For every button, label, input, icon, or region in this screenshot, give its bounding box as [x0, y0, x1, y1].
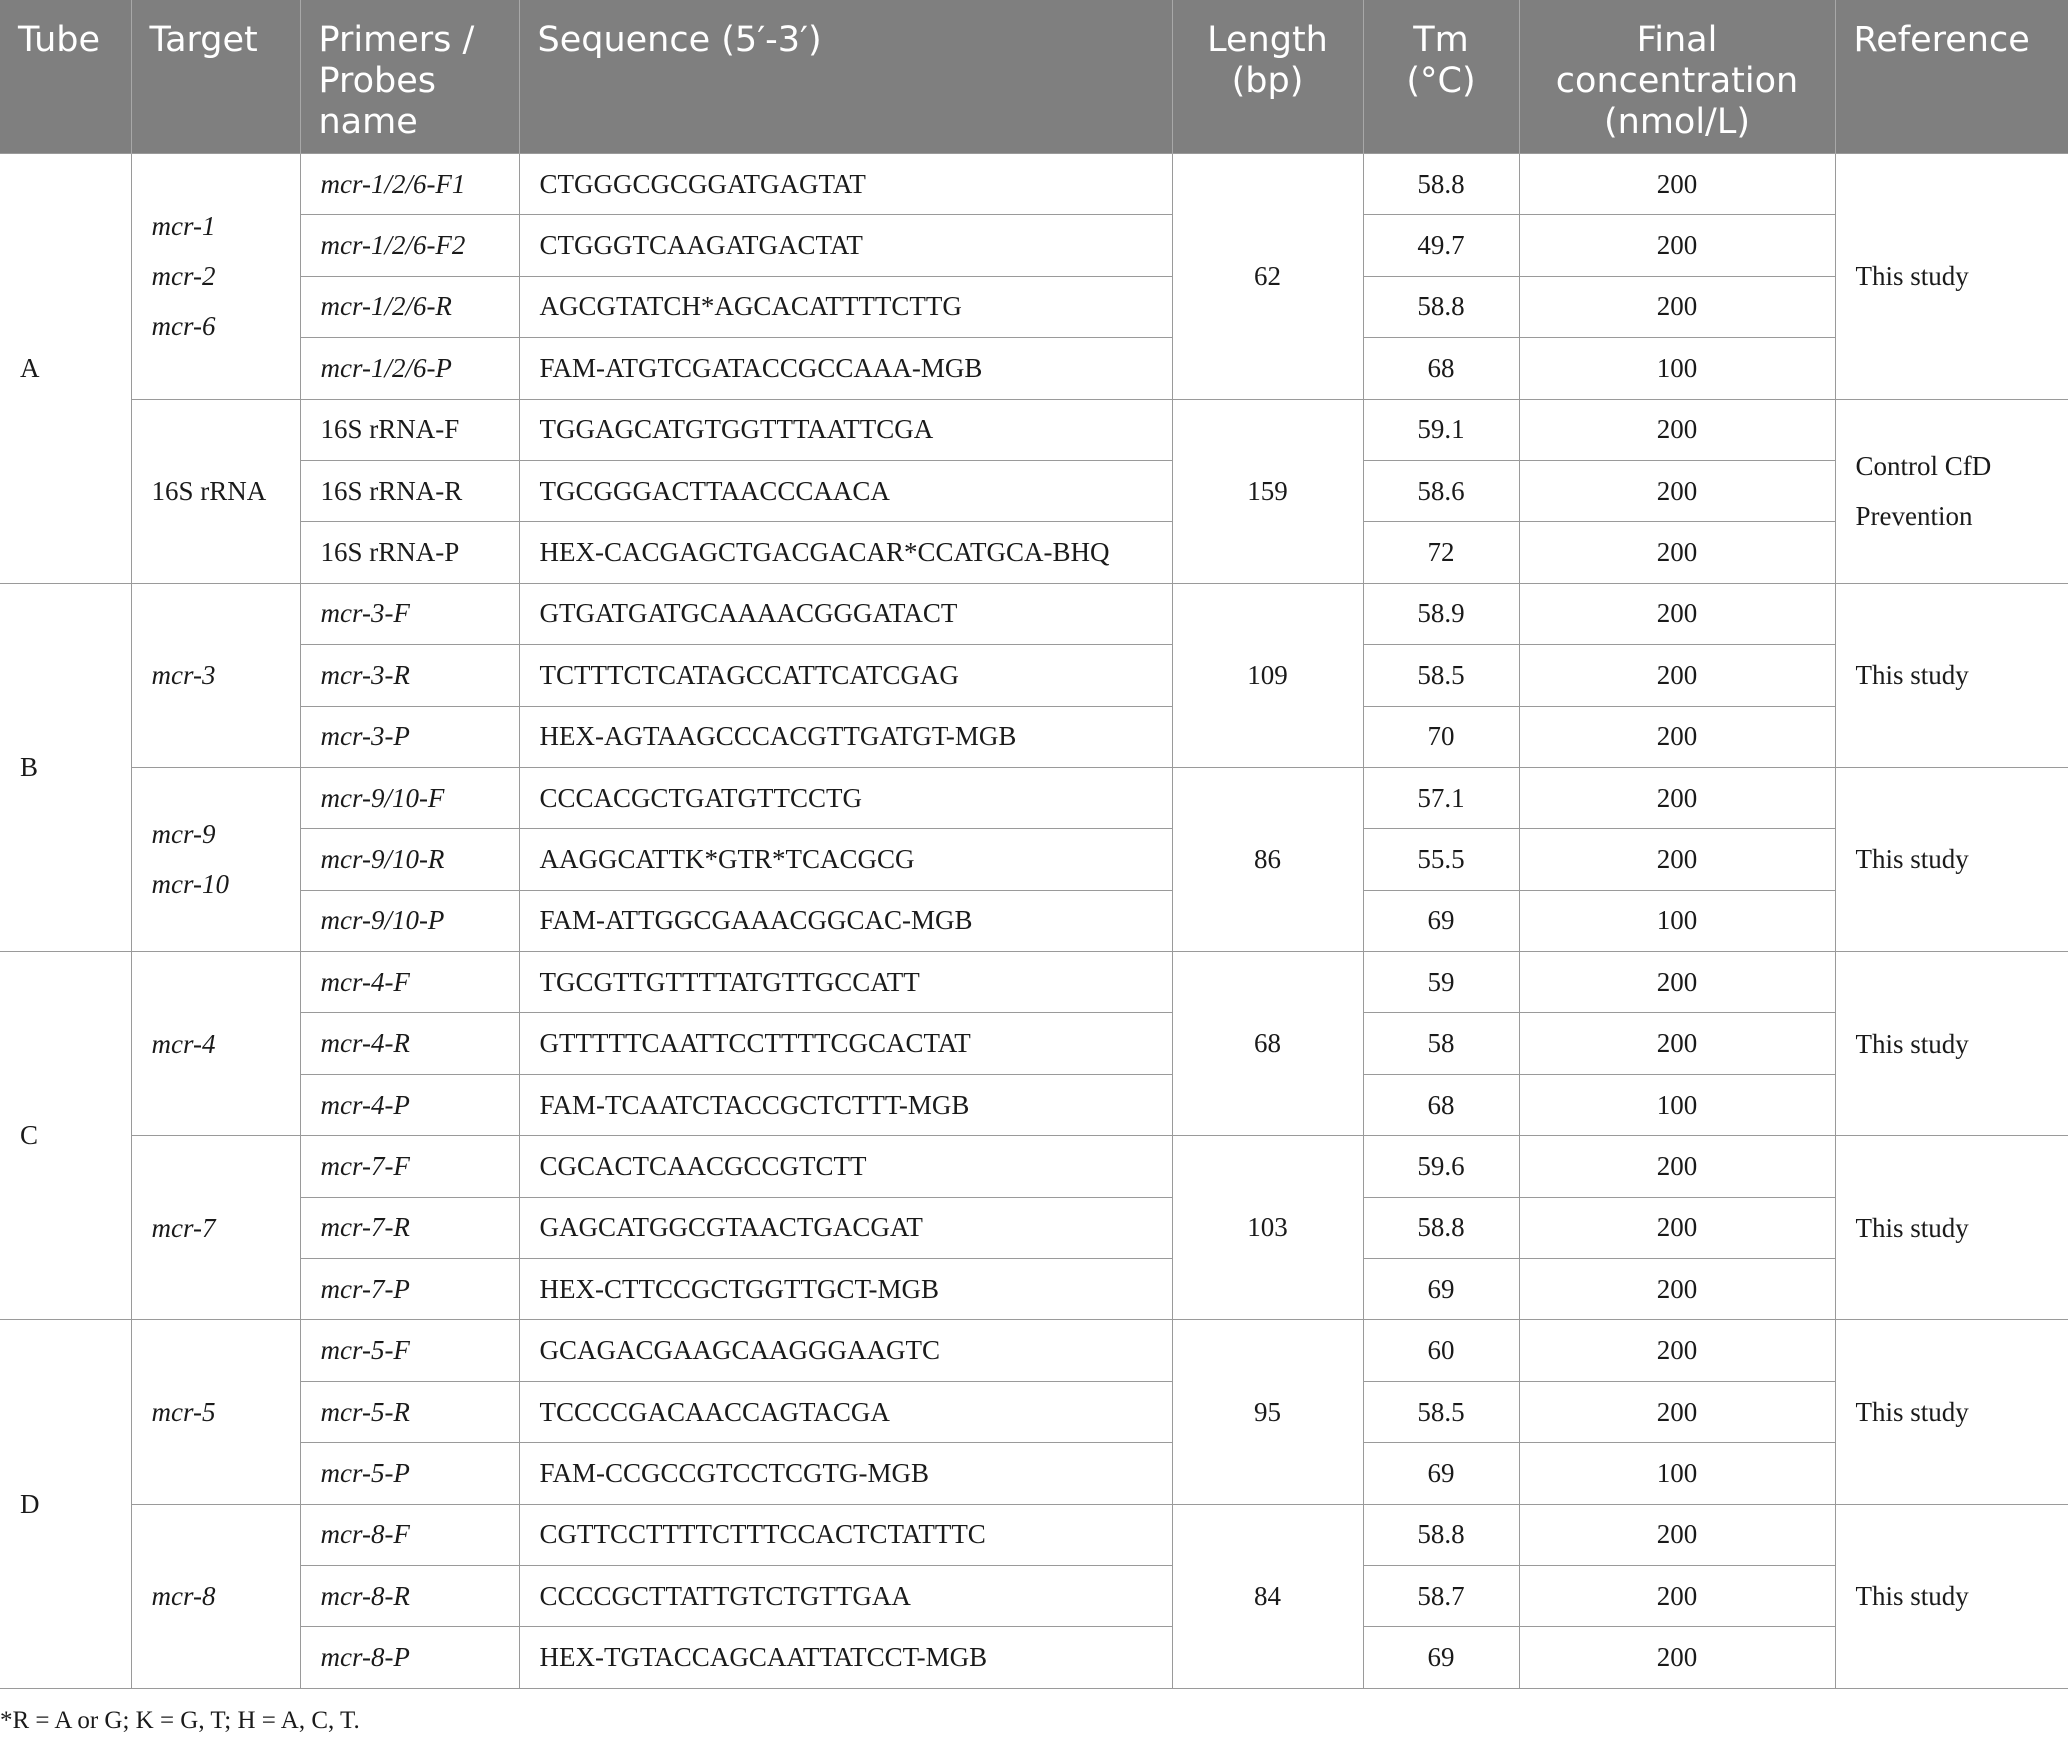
target-label: mcr-9 — [151, 819, 216, 850]
reference-cell — [1835, 583, 2068, 767]
tube-cell: D — [0, 1320, 131, 1688]
target-cell — [131, 1504, 300, 1688]
sequence-cell: CGCACTCAACGCCGTCTT — [519, 1136, 1172, 1197]
primer-name-cell: mcr-3-R — [300, 645, 519, 706]
tube-cell: C — [0, 952, 131, 1320]
length-cell: 84 — [1172, 1504, 1363, 1688]
sequence-cell: FAM-ATGTCGATACCGCCAAA-MGB — [519, 338, 1172, 399]
concentration-cell: 200 — [1519, 1136, 1835, 1197]
concentration-cell: 200 — [1519, 1259, 1835, 1320]
target-label: mcr-4 — [151, 1028, 216, 1059]
concentration-cell: 200 — [1519, 1013, 1835, 1074]
primer-name-cell: mcr-4-R — [300, 1013, 519, 1074]
tm-cell: 58.8 — [1363, 276, 1519, 337]
tm-cell: 58.7 — [1363, 1565, 1519, 1626]
header-reference: Reference — [1835, 0, 2068, 154]
concentration-cell: 200 — [1519, 1320, 1835, 1381]
primer-name-cell: mcr-7-R — [300, 1197, 519, 1258]
primer-name-cell: mcr-9/10-F — [300, 767, 519, 828]
tm-cell: 58.8 — [1363, 1197, 1519, 1258]
sequence-cell: CGTTCCTTTTCTTTCCACTCTATTTC — [519, 1504, 1172, 1565]
sequence-cell: FAM-CCGCCGTCCTCGTG-MGB — [519, 1443, 1172, 1504]
header-name: Primers / Probes name — [300, 0, 519, 154]
tube-cell: B — [0, 583, 131, 951]
sequence-cell: GAGCATGGCGTAACTGACGAT — [519, 1197, 1172, 1258]
table-row — [0, 1259, 2068, 1320]
table-row — [0, 952, 2068, 1013]
target-cell — [131, 1136, 300, 1320]
sequence-cell: GTTTTTCAATTCCTTTTCGCACTAT — [519, 1013, 1172, 1074]
target-label: mcr-3 — [151, 660, 216, 691]
length-cell: 103 — [1172, 1136, 1363, 1320]
reference-cell — [1835, 767, 2068, 951]
tm-cell: 72 — [1363, 522, 1519, 583]
tm-cell: 58 — [1363, 1013, 1519, 1074]
footnote: *R = A or G; K = G, T; H = A, C, T. — [0, 1707, 360, 1734]
tm-cell: 68 — [1363, 338, 1519, 399]
header-tube: Tube — [0, 0, 131, 154]
concentration-cell: 200 — [1519, 154, 1835, 215]
concentration-cell: 100 — [1519, 1074, 1835, 1135]
tm-cell: 69 — [1363, 890, 1519, 951]
primer-name-cell: mcr-5-P — [300, 1443, 519, 1504]
sequence-cell: HEX-CACGAGCTGACGACAR*CCATGCA-BHQ — [519, 522, 1172, 583]
concentration-cell: 200 — [1519, 399, 1835, 460]
table-row — [0, 154, 2068, 215]
tm-cell: 69 — [1363, 1443, 1519, 1504]
target-label: 16S rRNA — [151, 476, 267, 507]
concentration-cell: 200 — [1519, 1627, 1835, 1688]
concentration-cell: 200 — [1519, 829, 1835, 890]
header-length: Length (bp) — [1172, 0, 1363, 154]
reference-cell — [1835, 1136, 2068, 1320]
tm-cell: 55.5 — [1363, 829, 1519, 890]
header-tm: Tm (°C) — [1363, 0, 1519, 154]
primer-name-cell: mcr-9/10-P — [300, 890, 519, 951]
table-row — [0, 1074, 2068, 1135]
table-body — [0, 154, 2068, 1689]
reference-label: Prevention — [1855, 501, 1973, 532]
tube-cell: A — [0, 154, 131, 584]
table-row — [0, 399, 2068, 460]
sequence-cell: TCCCCGACAACCAGTACGA — [519, 1381, 1172, 1442]
table-row — [0, 1565, 2068, 1626]
primer-name-cell: mcr-3-P — [300, 706, 519, 767]
tm-cell: 57.1 — [1363, 767, 1519, 828]
primer-name-cell: 16S rRNA-F — [300, 399, 519, 460]
reference-cell — [1835, 154, 2068, 400]
concentration-cell: 200 — [1519, 767, 1835, 828]
primer-name-cell: mcr-7-F — [300, 1136, 519, 1197]
sequence-cell: GCAGACGAAGCAAGGGAAGTC — [519, 1320, 1172, 1381]
reference-label: This study — [1855, 1212, 1969, 1243]
table-row — [0, 460, 2068, 521]
tm-cell: 59.6 — [1363, 1136, 1519, 1197]
concentration-cell: 200 — [1519, 1504, 1835, 1565]
length-cell: 86 — [1172, 767, 1363, 951]
header-row — [0, 0, 2068, 154]
tm-cell: 70 — [1363, 706, 1519, 767]
table-row — [0, 276, 2068, 337]
length-cell: 62 — [1172, 154, 1363, 400]
primer-name-cell: mcr-3-F — [300, 583, 519, 644]
reference-cell — [1835, 1504, 2068, 1688]
primer-name-cell: mcr-9/10-R — [300, 829, 519, 890]
table-row — [0, 1504, 2068, 1565]
sequence-cell: CTGGGTCAAGATGACTAT — [519, 215, 1172, 276]
primer-name-cell: mcr-1/2/6-F1 — [300, 154, 519, 215]
table-row — [0, 1381, 2068, 1442]
concentration-cell: 200 — [1519, 952, 1835, 1013]
tm-cell: 58.8 — [1363, 1504, 1519, 1565]
target-label: mcr-2 — [151, 261, 216, 292]
tm-cell: 58.9 — [1363, 583, 1519, 644]
header-concentration: Final concentration (nmol/L) — [1519, 0, 1835, 154]
reference-label: This study — [1855, 261, 1969, 292]
tm-cell: 58.8 — [1363, 154, 1519, 215]
table-row — [0, 1443, 2068, 1504]
sequence-cell: AGCGTATCH*AGCACATTTTCTTG — [519, 276, 1172, 337]
sequence-cell: GTGATGATGCAAAACGGGATACT — [519, 583, 1172, 644]
concentration-cell: 200 — [1519, 1197, 1835, 1258]
reference-label: This study — [1855, 844, 1969, 875]
sequence-cell: CCCACGCTGATGTTCCTG — [519, 767, 1172, 828]
tm-cell: 68 — [1363, 1074, 1519, 1135]
length-cell: 68 — [1172, 952, 1363, 1136]
length-cell: 95 — [1172, 1320, 1363, 1504]
sequence-cell: TGGAGCATGTGGTTTAATTCGA — [519, 399, 1172, 460]
target-label: mcr-5 — [151, 1397, 216, 1427]
tm-cell: 69 — [1363, 1259, 1519, 1320]
reference-cell — [1835, 952, 2068, 1136]
target-cell — [131, 767, 300, 951]
tm-cell: 60 — [1363, 1320, 1519, 1381]
table-row — [0, 1627, 2068, 1688]
target-cell — [131, 952, 300, 1136]
primer-name-cell: mcr-5-F — [300, 1320, 519, 1381]
primer-name-cell: 16S rRNA-R — [300, 460, 519, 521]
header-target: Target — [131, 0, 300, 154]
reference-label: This study — [1855, 660, 1969, 691]
table-row — [0, 1013, 2068, 1074]
reference-label: Control CfD — [1855, 451, 1992, 482]
primer-name-cell: mcr-4-F — [300, 952, 519, 1013]
primer-name-cell: mcr-5-R — [300, 1381, 519, 1442]
sequence-cell: AAGGCATTK*GTR*TCACGCG — [519, 829, 1172, 890]
reference-cell — [1835, 399, 2068, 583]
primer-name-cell: mcr-4-P — [300, 1074, 519, 1135]
reference-cell — [1835, 1320, 2068, 1504]
concentration-cell: 200 — [1519, 706, 1835, 767]
length-cell: 109 — [1172, 583, 1363, 767]
target-cell — [131, 583, 300, 767]
table-row — [0, 1320, 2068, 1381]
sequence-cell: HEX-AGTAAGCCCACGTTGATGT-MGB — [519, 706, 1172, 767]
sequence-cell: CCCCGCTTATTGTCTGTTGAA — [519, 1565, 1172, 1626]
concentration-cell: 100 — [1519, 890, 1835, 951]
tm-cell: 58.5 — [1363, 1381, 1519, 1442]
table-row — [0, 1136, 2068, 1197]
target-label: mcr-1 — [151, 211, 216, 242]
concentration-cell: 200 — [1519, 1381, 1835, 1442]
concentration-cell: 200 — [1519, 215, 1835, 276]
concentration-cell: 200 — [1519, 522, 1835, 583]
reference-label: This study — [1855, 1397, 1969, 1427]
table-row — [0, 829, 2068, 890]
table-row — [0, 583, 2068, 644]
sequence-cell: HEX-TGTACCAGCAATTATCCT-MGB — [519, 1627, 1172, 1688]
table-row — [0, 767, 2068, 828]
target-cell — [131, 154, 300, 400]
table-row — [0, 706, 2068, 767]
sequence-cell: TCTTTCTCATAGCCATTCATCGAG — [519, 645, 1172, 706]
table-row — [0, 1197, 2068, 1258]
header-sequence: Sequence (5′-3′) — [519, 0, 1172, 154]
sequence-cell: FAM-TCAATCTACCGCTCTTT-MGB — [519, 1074, 1172, 1135]
table-row — [0, 645, 2068, 706]
sequence-cell: TGCGTTGTTTTATGTTGCCATT — [519, 952, 1172, 1013]
tm-cell: 49.7 — [1363, 215, 1519, 276]
primer-name-cell: mcr-1/2/6-P — [300, 338, 519, 399]
sequence-cell: TGCGGGACTTAACCCAACA — [519, 460, 1172, 521]
concentration-cell: 100 — [1519, 338, 1835, 399]
sequence-cell: FAM-ATTGGCGAAACGGCAC-MGB — [519, 890, 1172, 951]
concentration-cell: 200 — [1519, 583, 1835, 644]
primer-name-cell: mcr-7-P — [300, 1259, 519, 1320]
tm-cell: 59 — [1363, 952, 1519, 1013]
target-label: mcr-6 — [151, 311, 216, 342]
table-row — [0, 215, 2068, 276]
target-label: mcr-10 — [151, 869, 229, 900]
sequence-cell: CTGGGCGCGGATGAGTAT — [519, 154, 1172, 215]
sequence-cell: HEX-CTTCCGCTGGTTGCT-MGB — [519, 1259, 1172, 1320]
concentration-cell: 200 — [1519, 276, 1835, 337]
tm-cell: 58.6 — [1363, 460, 1519, 521]
concentration-cell: 200 — [1519, 460, 1835, 521]
tm-cell: 69 — [1363, 1627, 1519, 1688]
concentration-cell: 200 — [1519, 1565, 1835, 1626]
primer-name-cell: mcr-8-P — [300, 1627, 519, 1688]
concentration-cell: 200 — [1519, 645, 1835, 706]
table-row — [0, 338, 2068, 399]
target-cell — [131, 399, 300, 583]
tm-cell: 59.1 — [1363, 399, 1519, 460]
primer-name-cell: mcr-8-R — [300, 1565, 519, 1626]
target-label: mcr-8 — [151, 1581, 216, 1612]
concentration-cell: 100 — [1519, 1443, 1835, 1504]
table-row — [0, 890, 2068, 951]
primer-name-cell: 16S rRNA-P — [300, 522, 519, 583]
primer-name-cell: mcr-1/2/6-R — [300, 276, 519, 337]
reference-label: This study — [1855, 1028, 1969, 1059]
target-label: mcr-7 — [151, 1212, 216, 1243]
reference-label: This study — [1855, 1581, 1969, 1612]
tm-cell: 58.5 — [1363, 645, 1519, 706]
primer-name-cell: mcr-1/2/6-F2 — [300, 215, 519, 276]
target-cell — [131, 1320, 300, 1504]
table-row — [0, 522, 2068, 583]
length-cell: 159 — [1172, 399, 1363, 583]
primer-name-cell: mcr-8-F — [300, 1504, 519, 1565]
